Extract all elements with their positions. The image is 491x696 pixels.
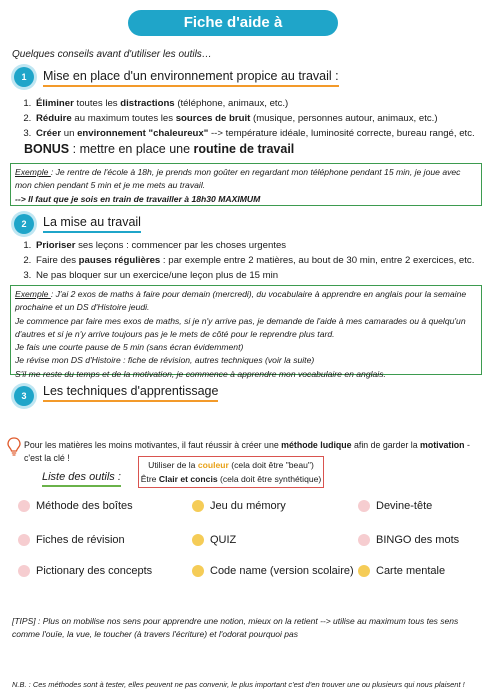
bullet-icon	[18, 534, 30, 546]
list-item: 1. Prioriser ses leçons : commencer par les choses urgentes	[34, 238, 491, 253]
bullet-icon	[358, 500, 370, 512]
bonus-label: BONUS	[24, 142, 70, 156]
section-2-list	[10, 238, 491, 283]
list-item: 2. Faire des pauses régulières : par exemple entre 2 matières, au bout de 30 min, entre 2 exercices, etc.	[34, 253, 491, 268]
example-box-1: Exemple : Je rentre de l'école à 18h, je prends mon goûter en regardant mon téléphone pendant 15 min, je joue avec mon chien pendant 5 min et je me mets au travail. --> Il faut que je sois en train de travailler à 18h30 MAXIMUM	[10, 163, 482, 206]
list-item: 3. Créer un environnement "chaleureux" --> température idéale, luminosité correcte, bureau rangé, etc.	[34, 126, 491, 141]
bullet-icon	[192, 534, 204, 546]
tools-title: Liste des outils :	[42, 471, 121, 487]
list-item: 1. Éliminer toutes les distractions (téléphone, animaux, etc.)	[34, 96, 491, 111]
section-3-title: Les techniques d'apprentissage	[43, 384, 218, 402]
tool-item: QUIZ	[192, 534, 236, 546]
nb-note: N.B. : Ces méthodes sont à tester, elles peuvent ne pas convenir, le plus important c'est d'en trouver une ou plusieurs qui nous plaisent !	[12, 680, 465, 689]
section-3-paragraph: Pour les matières les moins motivantes, il faut réussir à créer une méthode ludique afin de garder la motivation - c'est la clé !	[24, 440, 470, 463]
tool-item: Carte mentale	[358, 565, 445, 577]
tool-item: Jeu du mémory	[192, 500, 286, 512]
example-label: Exemple	[15, 167, 51, 177]
tool-item: Code name (version scolaire)	[192, 565, 354, 577]
tool-item: Fiches de révision	[18, 534, 125, 546]
page-title: Fiche d'aide à l'apprentissage	[128, 10, 338, 36]
section-3-number: 3	[14, 386, 34, 406]
bonus-line: BONUS : mettre en place une routine de travail	[24, 142, 295, 156]
tips-box: Utiliser de la couleur (cela doit être "beau") Être Clair et concis (cela doit être synthétique)	[138, 456, 324, 488]
tool-item: Pictionary des concepts	[18, 565, 152, 577]
list-item: 3. Ne pas bloquer sur un exercice/une leçon plus de 15 min	[34, 268, 491, 283]
tool-item: BINGO des mots	[358, 534, 459, 546]
tool-item: Devine-tête	[358, 500, 432, 512]
section-1-number: 1	[14, 67, 34, 87]
bullet-icon	[18, 565, 30, 577]
section-2-title: La mise au travail	[43, 215, 141, 233]
bullet-icon	[192, 500, 204, 512]
tool-item: Méthode des boîtes	[18, 500, 133, 512]
bullet-icon	[192, 565, 204, 577]
bullet-icon	[18, 500, 30, 512]
section-1-title: Mise en place d'un environnement propice au travail :	[43, 69, 339, 87]
section-1-list	[10, 96, 491, 141]
example-label: Exemple	[15, 289, 51, 299]
bullet-icon	[358, 565, 370, 577]
example-box-2: Exemple : J'ai 2 exos de maths à faire pour demain (mercredi), du vocabulaire à apprendre en anglais pour la semaine prochaine et un DS d'Histoire jeudi. Je commence par faire mes exos de maths, si je n'y arrive pas, je demande de l'aide à mes camarades ou à quelqu'un d'autres et si je n'y arrive toujours pas je le mets de côté pour le reprendre plus tard. Je fais une courte pause de 5 min (sans écran évidemment) Je révise mon DS d'Histoire : fiche de révision, autres techniques (voir la suite) S'il me reste du temps et de la motivation, je commence à apprendre mon vocabulaire en anglais.	[10, 285, 482, 375]
example-conclusion: --> Il faut que je sois en train de travailler à 18h30 MAXIMUM	[15, 193, 261, 204]
couleur-word: couleur	[197, 460, 229, 470]
lightbulb-icon	[7, 437, 21, 457]
list-item: 2. Réduire au maximum toutes les sources de bruit (musique, personnes autour, animaux, etc.)	[34, 111, 491, 126]
intro-text: Quelques conseils avant d'utiliser les outils…	[12, 49, 212, 60]
bonus-highlight: routine de travail	[193, 142, 295, 156]
bullet-icon	[358, 534, 370, 546]
tips-paragraph: [TIPS] : Plus on mobilise nos sens pour apprendre une notion, mieux on la retient --> utilise au maximum tous tes sens comme l'ouïe, la vue, le toucher (à travers l'écriture) et l'odorat pourquoi pas	[12, 616, 459, 639]
section-2-number: 2	[14, 214, 34, 234]
